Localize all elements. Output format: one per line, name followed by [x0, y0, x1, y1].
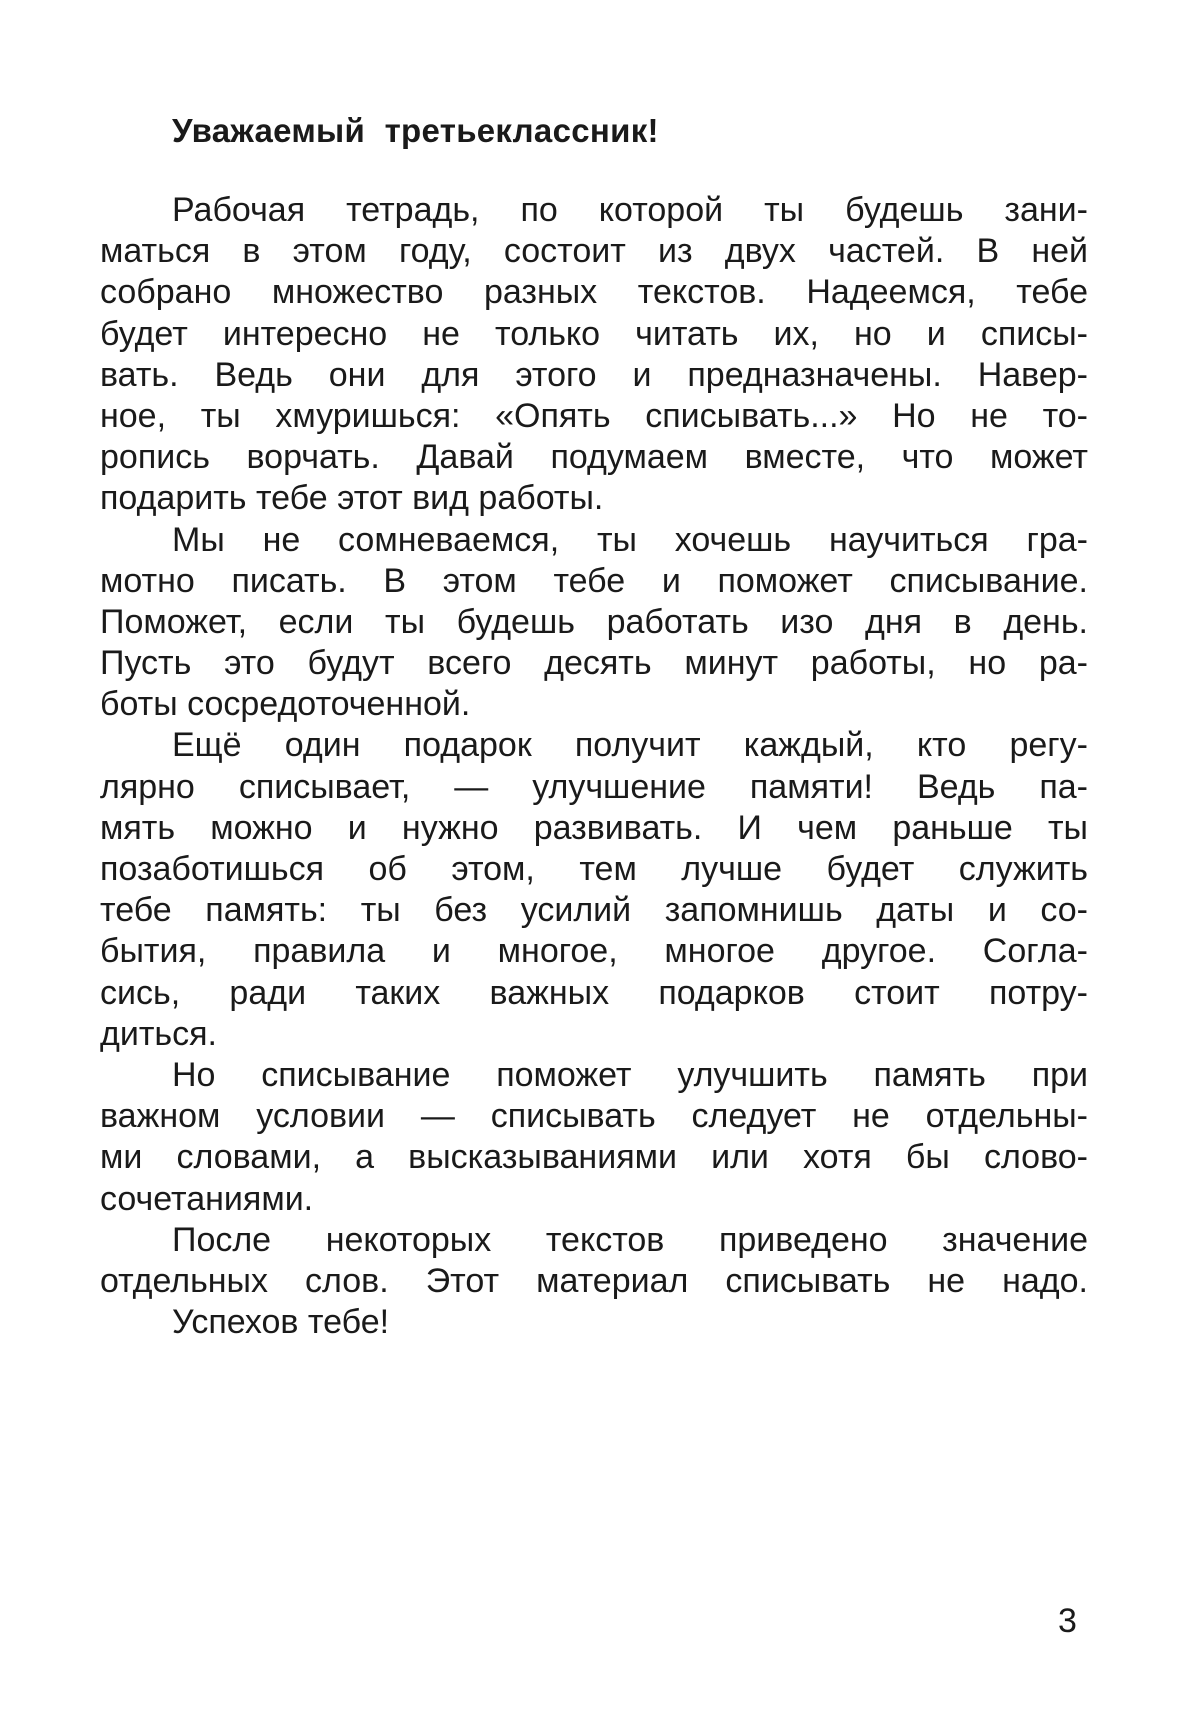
text-line: боты сосредоточенной.: [100, 685, 471, 724]
text-line: мотно писать. В этом тебе и поможет списывание.: [100, 561, 1088, 600]
text-line: сись, ради таких важных подарков стоит потру-: [100, 973, 1088, 1012]
text-line: Мы не сомневаемся, ты хочешь научиться гра-: [172, 520, 1088, 559]
text-line: вать. Ведь они для этого и предназначены. Навер-: [100, 355, 1088, 394]
page-title: Уважаемый третьеклассник!: [172, 112, 659, 149]
text-line: ное, ты хмуришься: «Опять списывать...» Но не то-: [100, 396, 1088, 435]
text-line: Но списывание поможет улучшить память при: [172, 1055, 1088, 1094]
text-line: диться.: [100, 1014, 217, 1053]
text-line: После некоторых текстов приведено значение: [172, 1220, 1088, 1259]
text-line: тебе память: ты без усилий запомнишь даты и со-: [100, 891, 1088, 930]
text-line: собрано множество разных текстов. Надеемся, тебе: [100, 273, 1088, 312]
body-text: [100, 190, 1088, 1343]
text-line: ропись ворчать. Давай подумаем вместе, что может: [100, 438, 1088, 477]
text-line: ми словами, а высказываниями или хотя бы слово-: [100, 1138, 1088, 1177]
text-line: сочетаниями.: [100, 1179, 314, 1218]
text-line: Успехов тебе!: [172, 1303, 390, 1342]
text-line: лярно списывает, — улучшение памяти! Ведь па-: [100, 767, 1088, 806]
page-number: 3: [1058, 1602, 1077, 1640]
text-line: Рабочая тетрадь, по которой ты будешь зани-: [172, 191, 1088, 229]
text-line: будет интересно не только читать их, но и списы-: [100, 314, 1088, 353]
text-line: подарить тебе этот вид работы.: [100, 479, 604, 518]
text-line: позаботишься об этом, тем лучше будет служить: [100, 850, 1088, 888]
text-line: бытия, правила и многое, многое другое. Согла-: [100, 932, 1088, 971]
text-line: отдельных слов. Этот материал списывать не надо.: [100, 1261, 1088, 1300]
text-line: Ещё один подарок получит каждый, кто регу-: [172, 726, 1088, 765]
text-line: важном условии — списывать следует не отдельны-: [100, 1097, 1088, 1136]
text-line: Пусть это будут всего десять минут работы, но ра-: [100, 644, 1088, 683]
text-line: Поможет, если ты будешь работать изо дня в день.: [100, 602, 1088, 641]
text-line: маться в этом году, состоит из двух частей. В ней: [100, 232, 1088, 271]
text-line: мять можно и нужно развивать. И чем раньше ты: [100, 808, 1088, 847]
